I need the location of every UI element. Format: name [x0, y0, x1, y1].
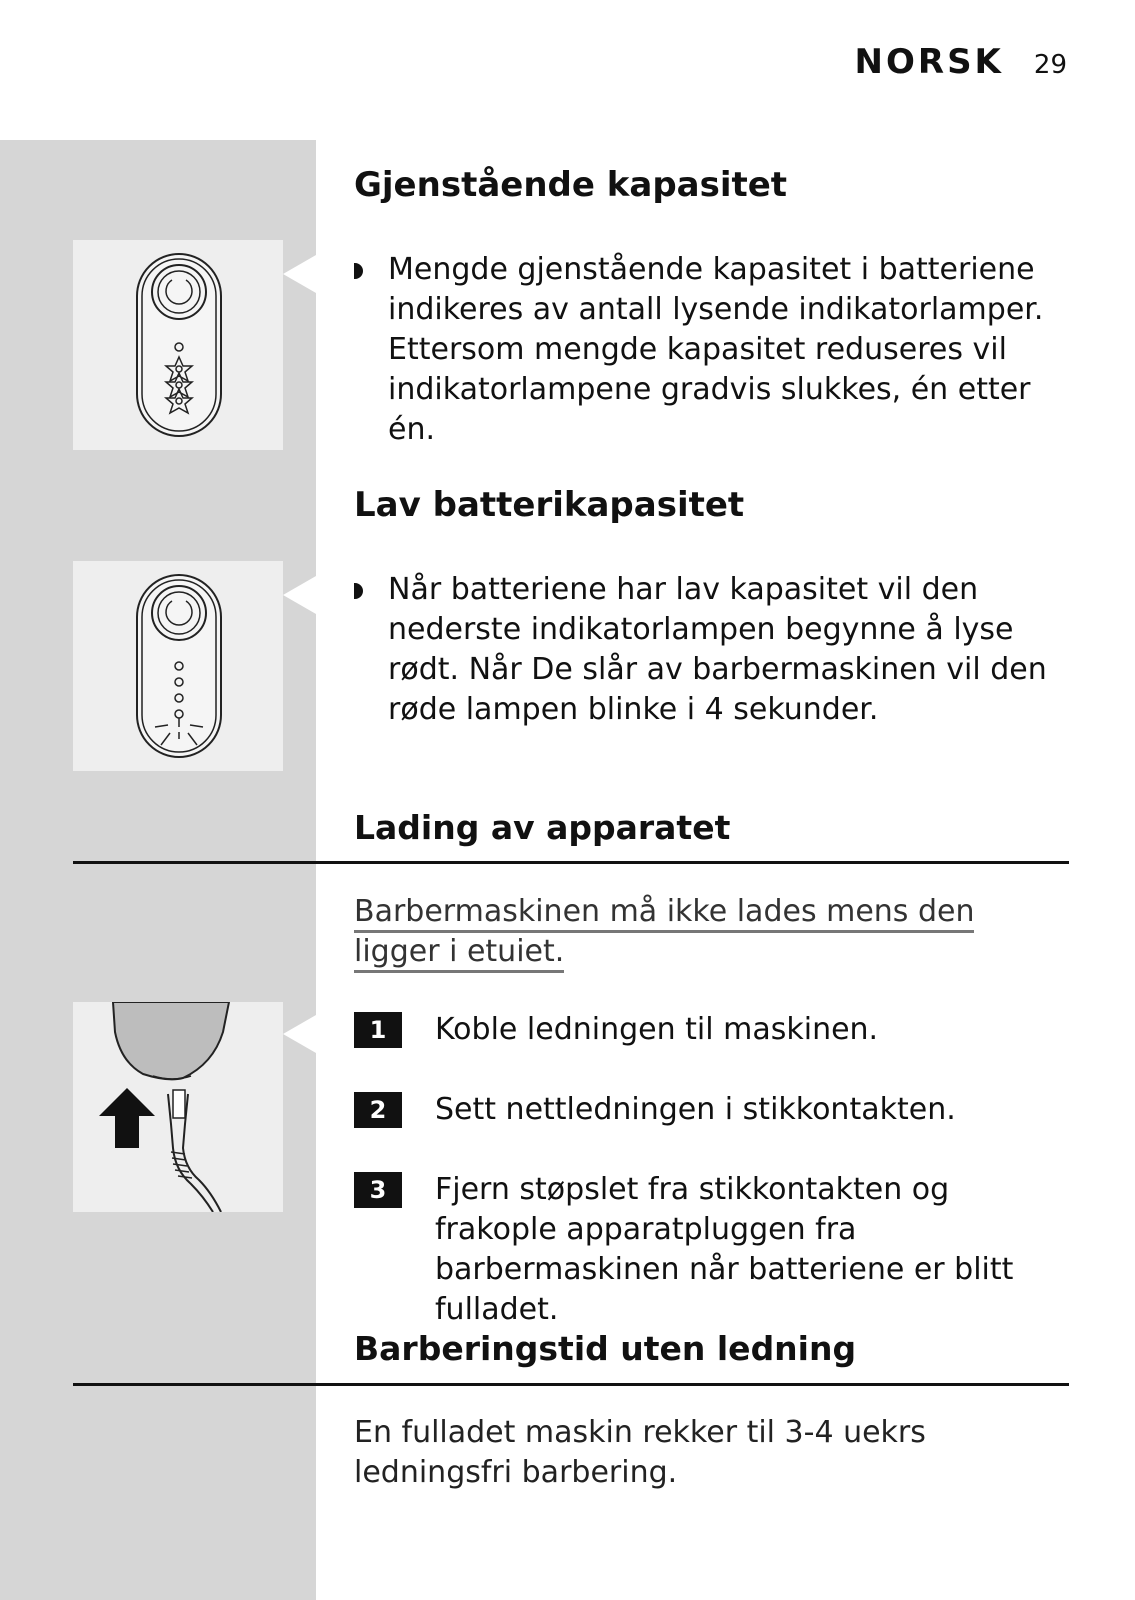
charging-warning-note: Barbermaskinen må ikke lades mens den ligger i etuiet. [354, 892, 1054, 972]
figure-pointer [283, 576, 316, 614]
step-3: 3 Fjern støpslet fra stikkontakten og frakople apparatpluggen fra barbermaskinen når batteriene er blitt fulladet. [354, 1170, 1074, 1330]
heading-low-battery: Lav batterikapasitet [354, 485, 745, 525]
figure-charging-plug [73, 1002, 283, 1212]
page-number: 29 [1033, 50, 1067, 80]
page-header [855, 42, 1067, 82]
section-divider [73, 861, 1069, 864]
heading-charging: Lading av apparatet [354, 808, 731, 847]
step-1: 1 Koble ledningen til maskinen. [354, 1010, 1074, 1050]
figure-pointer [283, 255, 316, 293]
bullet-marker-icon [354, 263, 363, 279]
figure-low-battery [73, 561, 283, 771]
bullet-low-battery: Når batteriene har lav kapasitet vil den nederste indikatorlampen begynne å lyse rødt. Når De slår av barbermaskinen vil den røde lampen blinke i 4 sekunder. [354, 570, 1074, 730]
cordless-time-text: En fulladet maskin rekker til 3-4 uekrs ledningsfri barbering. [354, 1415, 926, 1490]
figure-remaining-capacity [73, 240, 283, 450]
bullet-remaining-capacity: Mengde gjenstående kapasitet i batteriene indikeres av antall lysende indikatorlamper. Ettersom mengde kapasitet reduseres vil indikatorlampene gradvis slukkes, én etter én. [354, 250, 1074, 450]
bullet-marker-icon [354, 583, 363, 599]
section-divider [73, 1383, 1069, 1386]
figure-pointer [283, 1015, 316, 1053]
step-2: 2 Sett nettledningen i stikkontakten. [354, 1090, 1074, 1130]
step-number-badge: 1 [354, 1012, 402, 1048]
heading-remaining-capacity: Gjenstående kapasitet [354, 165, 788, 205]
step-number-badge: 2 [354, 1092, 402, 1128]
heading-cordless-time: Barberingstid uten ledning [354, 1329, 857, 1368]
language-label: NORSK [854, 42, 1004, 82]
step-number-badge: 3 [354, 1172, 402, 1208]
